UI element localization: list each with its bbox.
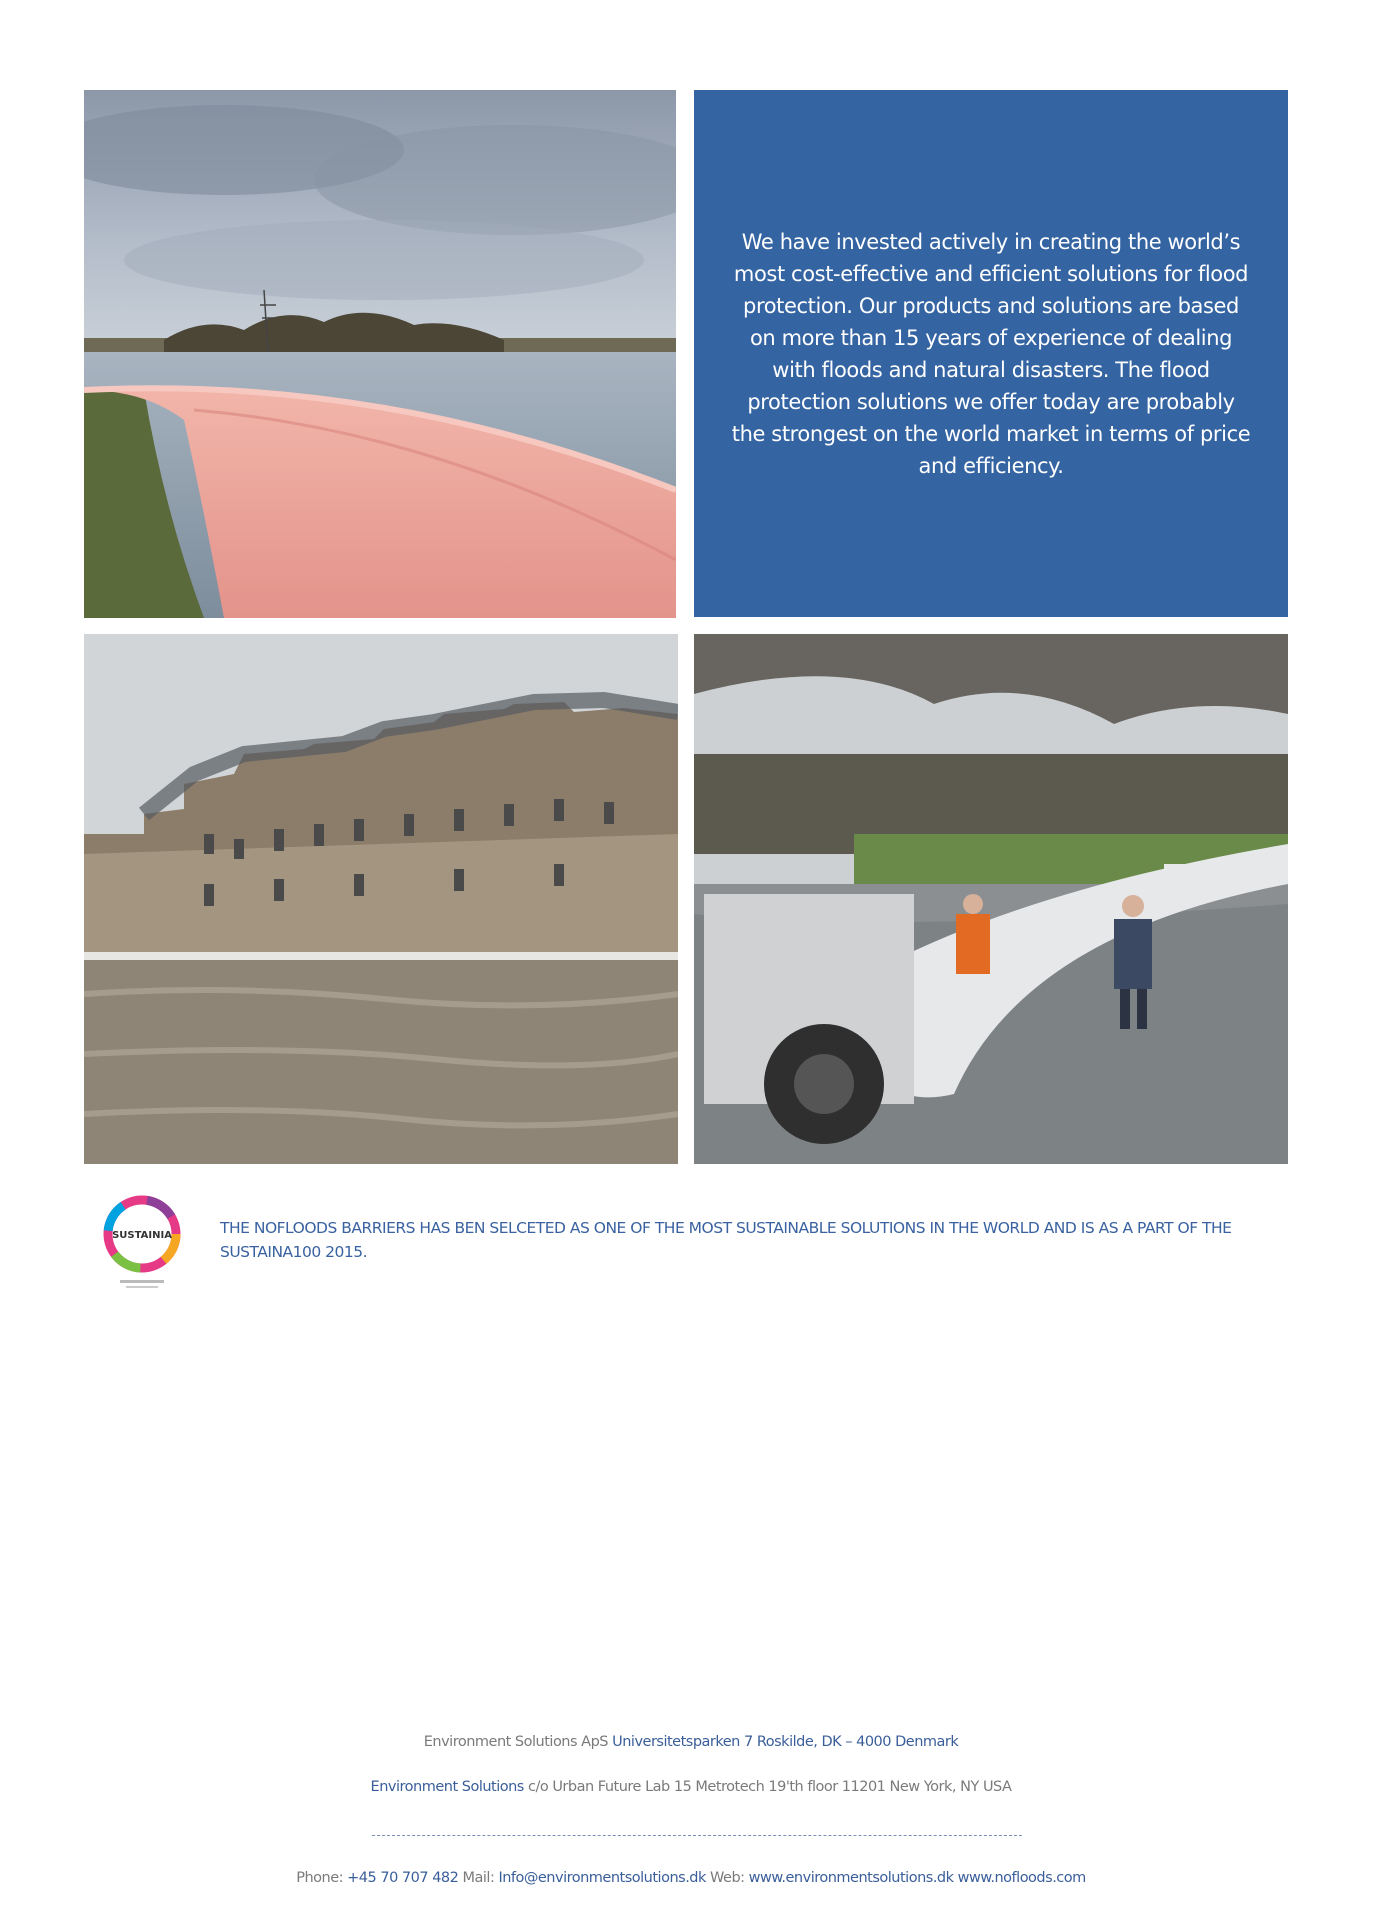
footer-mail-label: Mail: xyxy=(462,1870,495,1886)
sustainia-selection-note: THE NOFLOODS BARRIERS HAS BEN SELCETED AS ONE OF THE MOST SUSTAINABLE SOLUTIONS IN THE WORLD AND IS AS A PART OF THE SUSTAINA100 2015. xyxy=(220,1219,1232,1261)
footer-phone-label: Phone: xyxy=(296,1870,344,1886)
footer-web2-link[interactable]: www.nofloods.com xyxy=(957,1870,1086,1886)
footer-web-link[interactable]: www.environmentsolutions.dk xyxy=(748,1870,954,1886)
intro-text: We have invested actively in creating the world’s most cost-effective and efficient solutions for flood protection. Our products and solutions are based on more than 15 years of experience of dealing with floods and natural disasters. The flood protection solutions we offer today are probably the strongest on the world market in terms of price and efficiency. xyxy=(731,230,1251,478)
footer-web-label: Web: xyxy=(710,1870,745,1886)
intro-panel xyxy=(694,90,1288,617)
photo-workers-deploying-barrier xyxy=(694,634,1288,1164)
footer-address-denmark xyxy=(0,1734,1382,1750)
sustainia-logo xyxy=(98,1190,186,1296)
footer-phone[interactable]: +45 70 707 482 xyxy=(347,1870,459,1886)
footer-address-dk: Universitetsparken 7 Roskilde, DK – 4000 Denmark xyxy=(612,1734,959,1750)
footer-address-usa xyxy=(0,1779,1382,1795)
footer-address-us: c/o Urban Future Lab 15 Metrotech 19'th floor 11201 New York, NY USA xyxy=(527,1779,1012,1795)
footer-contact xyxy=(0,1870,1382,1886)
sustainia-logo-text: SUSTAINIA xyxy=(112,1230,172,1241)
photo-flooded-town-waterfront xyxy=(84,634,678,1164)
footer-company-us: Environment Solutions xyxy=(370,1779,524,1795)
footer-divider xyxy=(372,1835,1022,1836)
footer-company-dk: Environment Solutions ApS xyxy=(423,1734,608,1750)
footer-mail-link[interactable]: Info@environmentsolutions.dk xyxy=(498,1870,706,1886)
photo-flood-barrier-riverbank xyxy=(84,90,676,618)
